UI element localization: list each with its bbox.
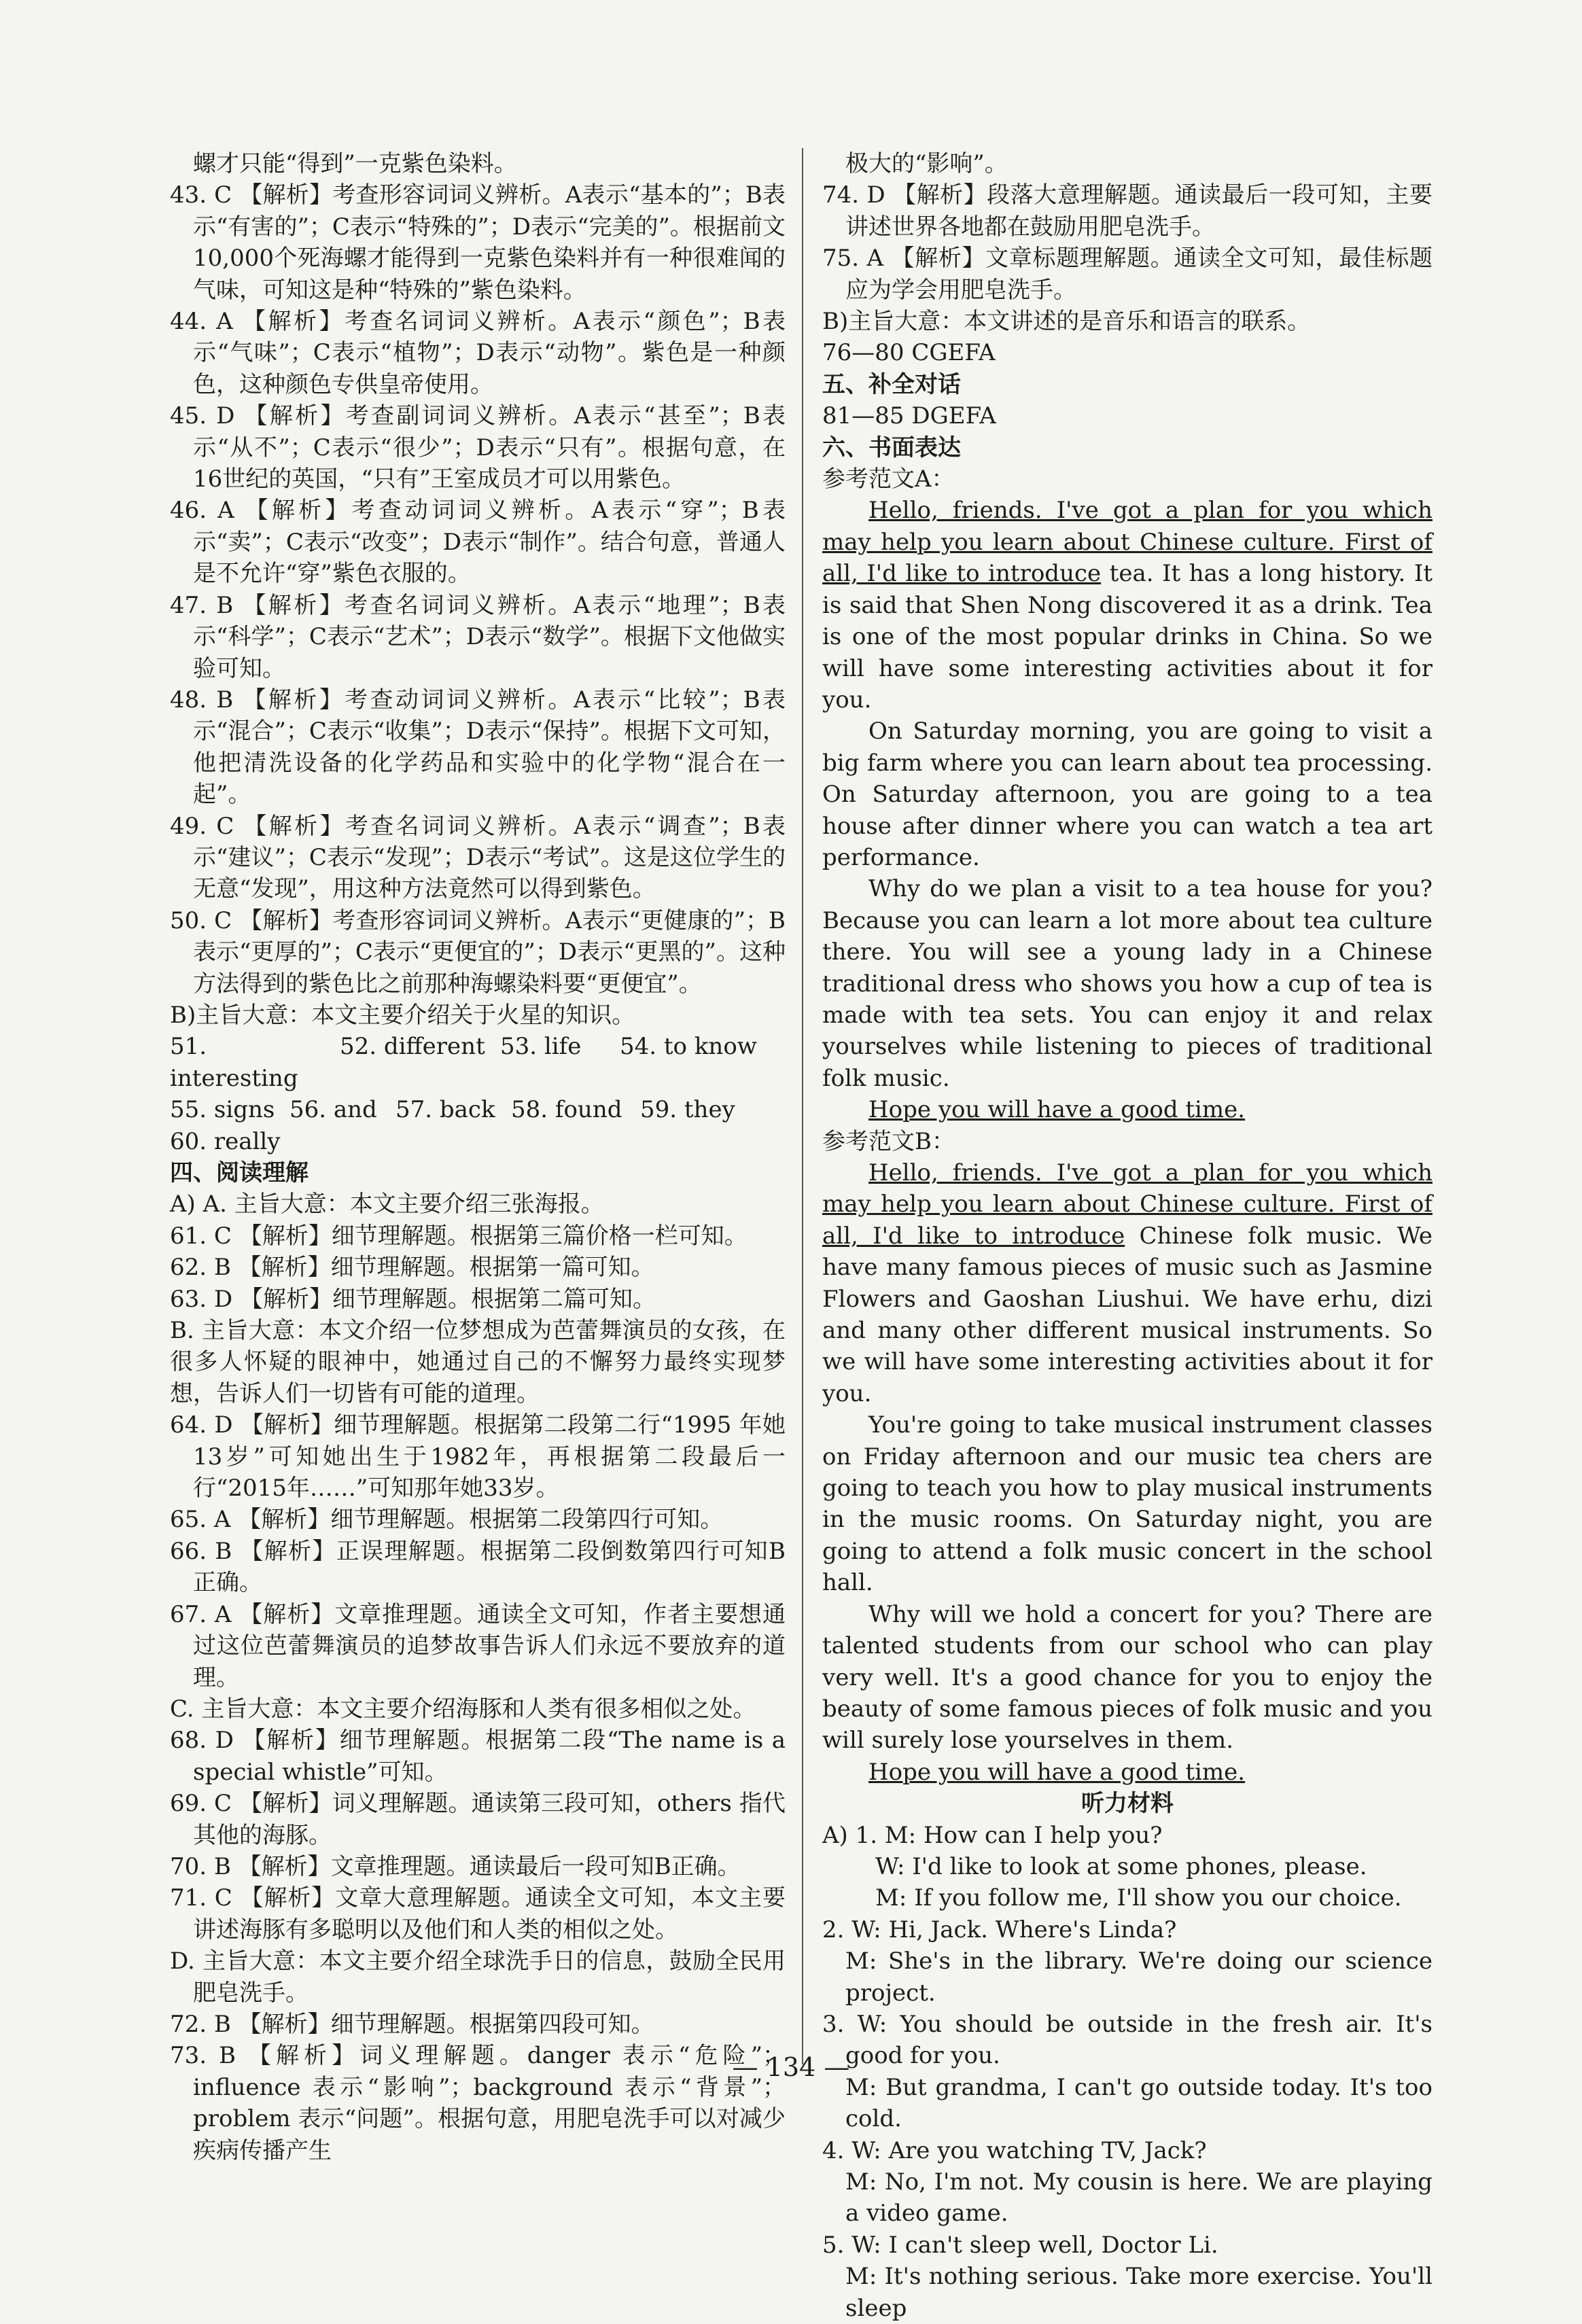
fill-60: 60. really [170,1127,281,1155]
listening-3-line-2: M: But grandma, I can't go outside today. It's too cold. [845,2073,1432,2133]
answer-49: 49. C 【解析】考查名词词义辨析。A表示“调查”；B表示“建议”；C表示“发现”；D表示“考试”。这是这位学生的无意“发现”，用这种方法竟然可以得到紫色。 [170,812,786,903]
sample-a-para-2: On Saturday morning, you are going to visit a big farm where you can learn about tea processing. On Saturday afternoon, you are going to a tea house after dinner where you can watch a tea art performance. [822,718,1432,871]
sample-b-opening: Hello, friends. I've got a plan for you which may help you learn about Chinese culture. First of all, I'd like to introduce [822,1159,1432,1250]
section-heading-writing: 六、书面表达 [822,434,961,461]
fill-58: 58. found [511,1096,622,1124]
left-column [170,148,786,2166]
answer-73: 73. B 【解析】词义理解题。danger 表示“危险”；influence 表示“影响”；background 表示“背景”；problem 表示“问题”。根据句意，用肥皂洗手可以对减少疾病传播产生 [170,2042,786,2164]
answers-76-80: 76—80 CGEFA [822,339,996,367]
fill-52: 52. different [340,1033,485,1061]
sample-b-closing [822,1757,1432,1788]
answer-71: 71. C 【解析】文章大意理解题。通读全文可知，本文主要讲述海豚有多聪明以及他们和人类的相似之处。 [170,1884,786,1943]
sample-a-closing-text: Hope you will have a good time. [868,1096,1246,1124]
sample-b-para-1 [822,1157,1432,1409]
listening-4-line-2: M: No, I'm not. My cousin is here. We are playing a video game. [845,2168,1432,2228]
answer-67: 67. A 【解析】文章推理题。通读全文可知，作者主要想通过这位芭蕾舞演员的追梦故事告诉人们永远不要放弃的道理。 [170,1600,786,1691]
answer-48: 48. B 【解析】考查动词词义辨析。A表示“比较”；B表示“混合”；C表示“收集”；D表示“保持”。根据下文可知，他把清洗设备的化学药品和实验中的化学物“混合在一起”。 [170,686,786,809]
fill-55: 55. signs [170,1096,275,1124]
reading-c-summary: C. 主旨大意：本文主要介绍海豚和人类有很多相似之处。 [170,1695,756,1723]
column-divider [802,148,803,2064]
answer-68: 68. D 【解析】细节理解题。根据第二段“The name is a special whistle”可知。 [170,1727,786,1786]
listening-5-line-1: 5. W: I can't sleep well, Doctor Li. [822,2231,1218,2259]
listening-5-line-2: M: It's nothing serious. Take more exercise. You'll sleep [845,2263,1432,2322]
answer-64: 64. D 【解析】细节理解题。根据第二段第二行“1995 年她13岁”可知她出生于1982年，再根据第二段最后一行“2015年……”可知那年她33岁。 [170,1411,786,1502]
answer-75: 75. A 【解析】文章标题理解题。通读全文可知，最佳标题应为学会用肥皂洗手。 [822,245,1432,304]
sample-b-para-3: Why will we hold a concert for you? There are talented students from our school who can play very well. It's a good chance for you to enjoy the beauty of some famous pieces of folk music and you will surely lose yourselves in them. [822,1600,1432,1755]
sample-b-label: 参考范文B： [822,1127,955,1155]
answer-73-cont: 极大的“影响”。 [845,150,1008,177]
answer-47: 47. B 【解析】考查名词词义辨析。A表示“地理”；B表示“科学”；C表示“艺术”；D表示“数学”。根据下文他做实验可知。 [170,591,786,682]
section-heading-dialogue: 五、补全对话 [822,370,961,398]
listening-3-line-1: 3. W: You should be outside in the fresh air. It's good for you. [822,2010,1432,2070]
section-b-summary: B)主旨大意：本文主要介绍关于火星的知识。 [170,1001,635,1029]
fill-57: 57. back [396,1096,495,1124]
fill-56: 56. and [289,1096,377,1124]
answer-62: 62. B 【解析】细节理解题。根据第一篇可知。 [170,1254,654,1282]
answer-63: 63. D 【解析】细节理解题。根据第二篇可知。 [170,1285,656,1313]
sample-a-opening: Hello, friends. I've got a plan for you which may help you learn about Chinese culture. First of all, I'd like to introduce [822,497,1432,588]
answers-81-85: 81—85 DGEFA [822,402,996,430]
listening-2-line-2: M: She's in the library. We're doing our science project. [845,1948,1432,2007]
answer-69: 69. C 【解析】词义理解题。通读第三段可知，others 指代其他的海豚。 [170,1790,786,1849]
section-heading-reading: 四、阅读理解 [170,1159,309,1186]
sample-a-closing [822,1094,1432,1125]
answer-74: 74. D 【解析】段落大意理解题。通读最后一段可知，主要讲述世界各地都在鼓励用肥皂洗手。 [822,181,1432,241]
listening-1-line-1: A) 1. M: How can I help you? [822,1821,1163,1849]
listening-1-line-2: W: I'd like to look at some phones, please. [875,1852,1367,1880]
fill-54: 54. to know [620,1033,757,1061]
answer-45: 45. D 【解析】考查副词词义辨析。A表示“甚至”；B表示“从不”；C表示“很少”；D表示“只有”。根据句意，在16世纪的英国，“只有”王室成员才可以用紫色。 [170,402,786,493]
fill-answers-row-1 [170,1031,786,1094]
fill-59: 59. they [640,1096,735,1124]
answer-72: 72. B 【解析】细节理解题。根据第四段可知。 [170,2010,654,2038]
reading-a-summary: A) A. 主旨大意：本文主要介绍三张海报。 [170,1191,604,1218]
answer-44: 44. A 【解析】考查名词词义辨析。A表示“颜色”；B表示“气味”；C表示“植物”；D表示“动物”。紫色是一种颜色，这种颜色专供皇帝使用。 [170,308,786,398]
right-column [822,148,1432,2324]
answer-50: 50. C 【解析】考查形容词词义辨析。A表示“更健康的”；B表示“更厚的”；C表示“更便宜的”；D表示“更黑的”。这种方法得到的紫色比之前那种海螺染料要“更便宜”。 [170,906,786,998]
reading-d-summary: D. 主旨大意：本文主要介绍全球洗手日的信息，鼓励全民用肥皂洗手。 [170,1948,786,2007]
listening-b-summary: B)主旨大意：本文讲述的是音乐和语言的联系。 [822,308,1311,336]
sample-a-label: 参考范文A： [822,465,955,493]
listening-4-line-1: 4. W: Are you watching TV, Jack? [822,2136,1207,2164]
sample-a-para-3: Why do we plan a visit to a tea house for you? Because you can learn a lot more about tea culture there. You will see a young lady in a Chinese traditional dress who shows you how a cup of tea is made with tea sets. You can enjoy it and relax yourselves while listening to pieces of traditional folk music. [822,875,1432,1092]
listening-2-line-1: 2. W: Hi, Jack. Where's Linda? [822,1916,1177,1943]
answer-70: 70. B 【解析】文章推理题。通读最后一段可知B正确。 [170,1852,741,1880]
reading-b-summary: B. 主旨大意：本文介绍一位梦想成为芭蕾舞演员的女孩，在很多人怀疑的眼神中，她通过自己的不懈努力最终实现梦想，告诉人们一切皆有可能的道理。 [170,1317,786,1407]
sample-b-closing-text: Hope you will have a good time. [868,1758,1246,1786]
answer-61: 61. C 【解析】细节理解题。根据第三篇价格一栏可知。 [170,1222,748,1250]
sample-a-para-1 [822,495,1432,716]
sample-b-para-1-text: Chinese folk music. We have many famous pieces of music such as Jasmine Flowers and Gaoshan Liushui. We have erhu, dizi and many other different musical instruments. So we will have some interesting activities about it for you. [822,1222,1432,1407]
answer-46: 46. A 【解析】考查动词词义辨析。A表示“穿”；B表示“卖”；C表示“改变”；D表示“制作”。结合句意，普通人是不允许“穿”紫色衣服的。 [170,497,786,588]
answer-66: 66. B 【解析】正误理解题。根据第二段倒数第四行可知B正确。 [170,1537,786,1597]
answer-65: 65. A 【解析】细节理解题。根据第二段第四行可知。 [170,1506,724,1534]
fill-51: 51. interesting [170,1033,298,1092]
answer-42-cont: 螺才只能“得到”一克紫色染料。 [193,150,517,177]
sample-b-para-2: You're going to take musical instrument classes on Friday afternoon and our music tea chers are going to teach you how to play musical instruments in the music rooms. On Saturday night, you are going to attend a folk music concert in the school hall. [822,1411,1432,1597]
page-number: — 134 — [732,2052,850,2082]
fill-53: 53. life [500,1033,582,1061]
answer-43: 43. C 【解析】考查形容词词义辨析。A表示“基本的”；B表示“有害的”；C表示“特殊的”；D表示“完美的”。根据前文10,000个死海螺才能得到一克紫色染料并有一种很难闻的气味，可知这是种“特殊的”紫色染料。 [170,181,786,304]
sample-a-para-1-text: tea. It has a long history. It is said that Shen Nong discovered it as a drink. Tea is one of the most popular drinks in China. So we will have some interesting activities about it for you. [822,560,1433,714]
listening-material-title: 听力材料 [1081,1790,1174,1818]
fill-answers-row-2 [170,1094,786,1125]
listening-1-line-3: M: If you follow me, I'll show you our choice. [875,1884,1402,1912]
